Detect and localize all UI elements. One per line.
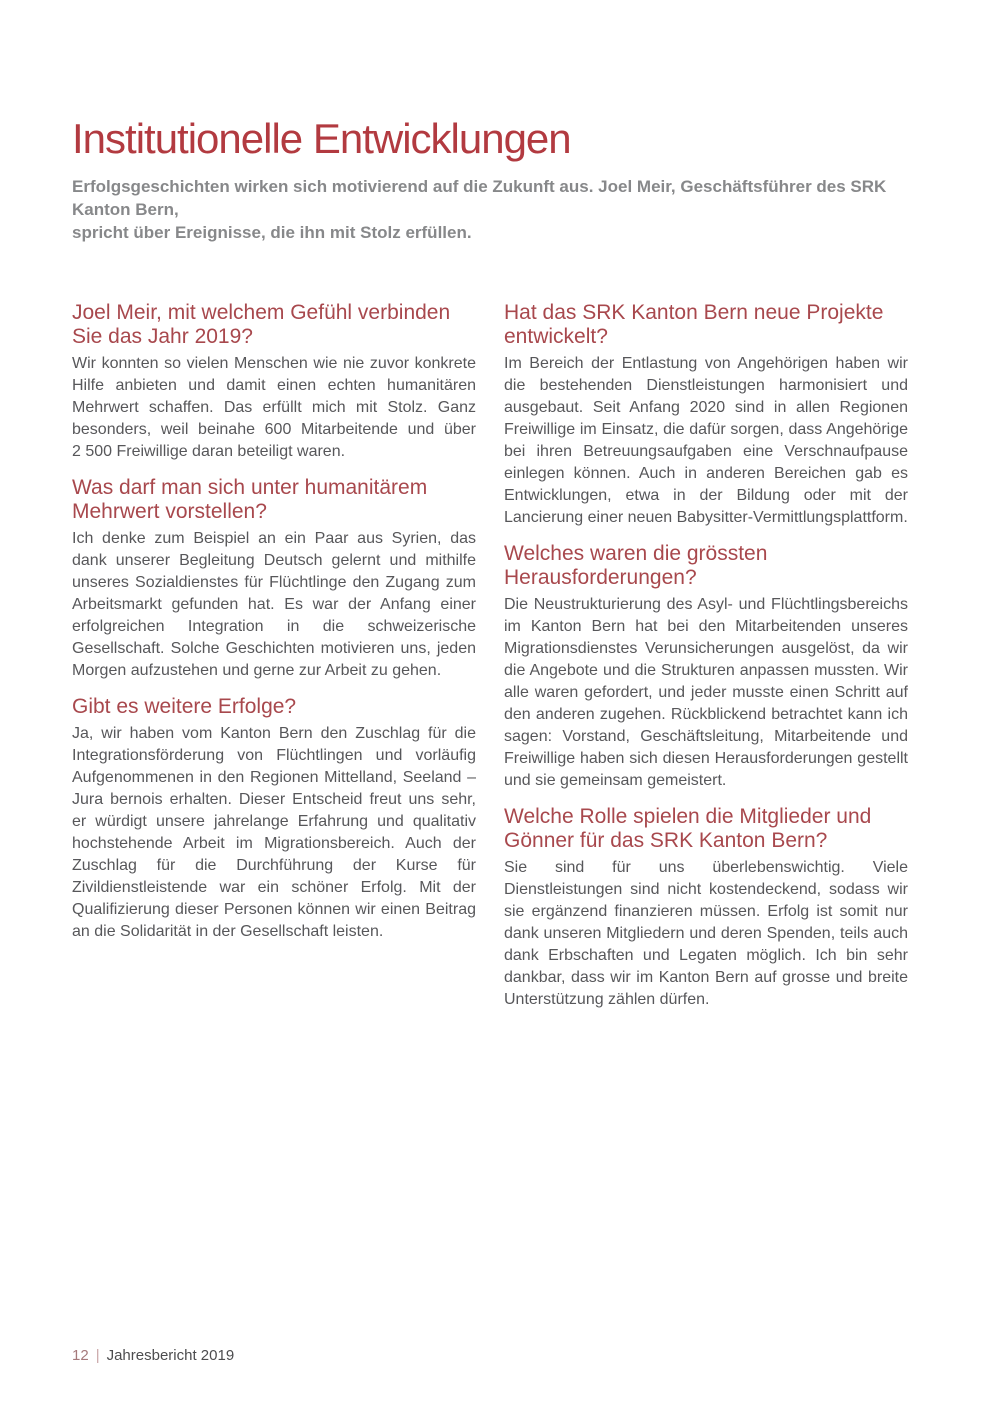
page-number: 12 xyxy=(72,1347,89,1364)
footer-separator: | xyxy=(95,1347,100,1364)
left-column xyxy=(72,301,476,1024)
question-heading: Gibt es weitere Erfolge? xyxy=(72,695,297,718)
qa-section xyxy=(72,301,476,463)
subtitle-line-1: Erfolgsgeschichten wirken sich motivierend auf die Zukunft aus. Joel Meir, Geschäftsführer des SRK Kanton Bern, xyxy=(72,177,887,219)
page-title: Institutionelle Entwicklungen xyxy=(72,115,571,162)
two-column-layout xyxy=(72,301,908,1024)
qa-section xyxy=(72,695,476,943)
question-heading: Hat das SRK Kanton Bern neue Projekte entwickelt? xyxy=(504,301,884,348)
answer-paragraph: Ja, wir haben vom Kanton Bern den Zuschlag für die Integrationsförderung von Flüchtlingen und vorläufig Aufgenommenen in den Regionen Mittelland, Seeland – Jura bernois erhalten. Dieser Entscheid freut uns sehr, er würdigt unsere jahrelange Erfahrung und qualitativ hochstehende Arbeit im Migrationsbereich. Auch der Zuschlag für die Durchführung der Kurse für Zivildienstleistende war ein schöner Erfolg. Mit der Qualifizierung dieser Personen können wir einen Beitrag an die Solidarität in der Gesellschaft leisten. xyxy=(72,725,476,940)
page-footer xyxy=(72,1346,234,1366)
answer-paragraph: Ich denke zum Beispiel an ein Paar aus Syrien, das dank unserer Begleitung Deutsch gelernt und mithilfe unseres Sozialdienstes für Flüchtlinge den Zugang zum Arbeitsmarkt gefunden hat. Es war der Anfang einer erfolgreichen Integration in die schweizerische Gesellschaft. Solche Geschichten motivieren uns, jeden Morgen aufzustehen und gerne zur Arbeit zu gehen. xyxy=(72,530,476,679)
question-heading: Joel Meir, mit welchem Gefühl verbinden Sie das Jahr 2019? xyxy=(72,301,451,348)
qa-section xyxy=(504,805,908,1011)
footer-label: Jahresbericht 2019 xyxy=(106,1347,235,1364)
subtitle-line-2: spricht über Ereignisse, die ihn mit Stolz erfüllen. xyxy=(72,223,472,242)
answer-paragraph: Wir konnten so vielen Menschen wie nie zuvor konkrete Hilfe anbieten und damit einen echten humanitären Mehrwert schaffen. Das erfüllt mich mit Stolz. Ganz besonders, weil beinahe 600 Mitarbeitende und über 2 500 Freiwillige daran beteiligt waren. xyxy=(72,355,476,460)
question-heading: Welche Rolle spielen die Mitglieder und Gönner für das SRK Kanton Bern? xyxy=(504,805,872,852)
question-heading: Was darf man sich unter humanitärem Mehrwert vorstellen? xyxy=(72,476,428,523)
page-subtitle xyxy=(72,175,908,244)
qa-section xyxy=(504,542,908,792)
answer-paragraph: Sie sind für uns überlebenswichtig. Viele Dienstleistungen sind nicht kostendeckend, sodass wir sie ergänzend finanzieren müssen. Erfolg ist somit nur dank unseren Mitgliedern und deren Spenden, teils auch dank Erbschaften und Legaten möglich. Ich bin sehr dankbar, dass wir im Kanton Bern auf grosse und breite Unterstützung zählen dürfen. xyxy=(504,859,908,1008)
qa-section xyxy=(72,476,476,682)
question-heading: Welches waren die grössten Herausforderungen? xyxy=(504,542,768,589)
qa-section xyxy=(504,301,908,529)
right-column xyxy=(504,301,908,1024)
answer-paragraph: Die Neustrukturierung des Asyl- und Flüchtlingsbereichs im Kanton Bern hat bei den Mitarbeitenden unseres Migrationsdienstes Verunsicherungen ausgelöst, da wir die Angebote und die Strukturen anpassen mussten. Wir alle waren gefordert, und jeder musste einen Schritt auf den anderen zugehen. Rückblickend betrachtet kann ich sagen: Vorstand, Geschäftsleitung, Mitarbeitende und Freiwillige haben sich diesen Herausforderungen gestellt und sie gemeinsam gemeistert. xyxy=(504,596,908,789)
answer-paragraph: Im Bereich der Entlastung von Angehörigen haben wir die bestehenden Dienstleistungen harmonisiert und ausgebaut. Seit Anfang 2020 sind in allen Regionen Freiwillige im Einsatz, die dafür sorgen, dass Angehörige bei ihren Betreuungsaufgaben eine Verschnaufpause einlegen können. Auch in anderen Bereichen gab es Entwicklungen, etwa in der Bildung oder mit der Lancierung einer neuen Babysitter-Vermittlungsplattform. xyxy=(504,355,908,526)
